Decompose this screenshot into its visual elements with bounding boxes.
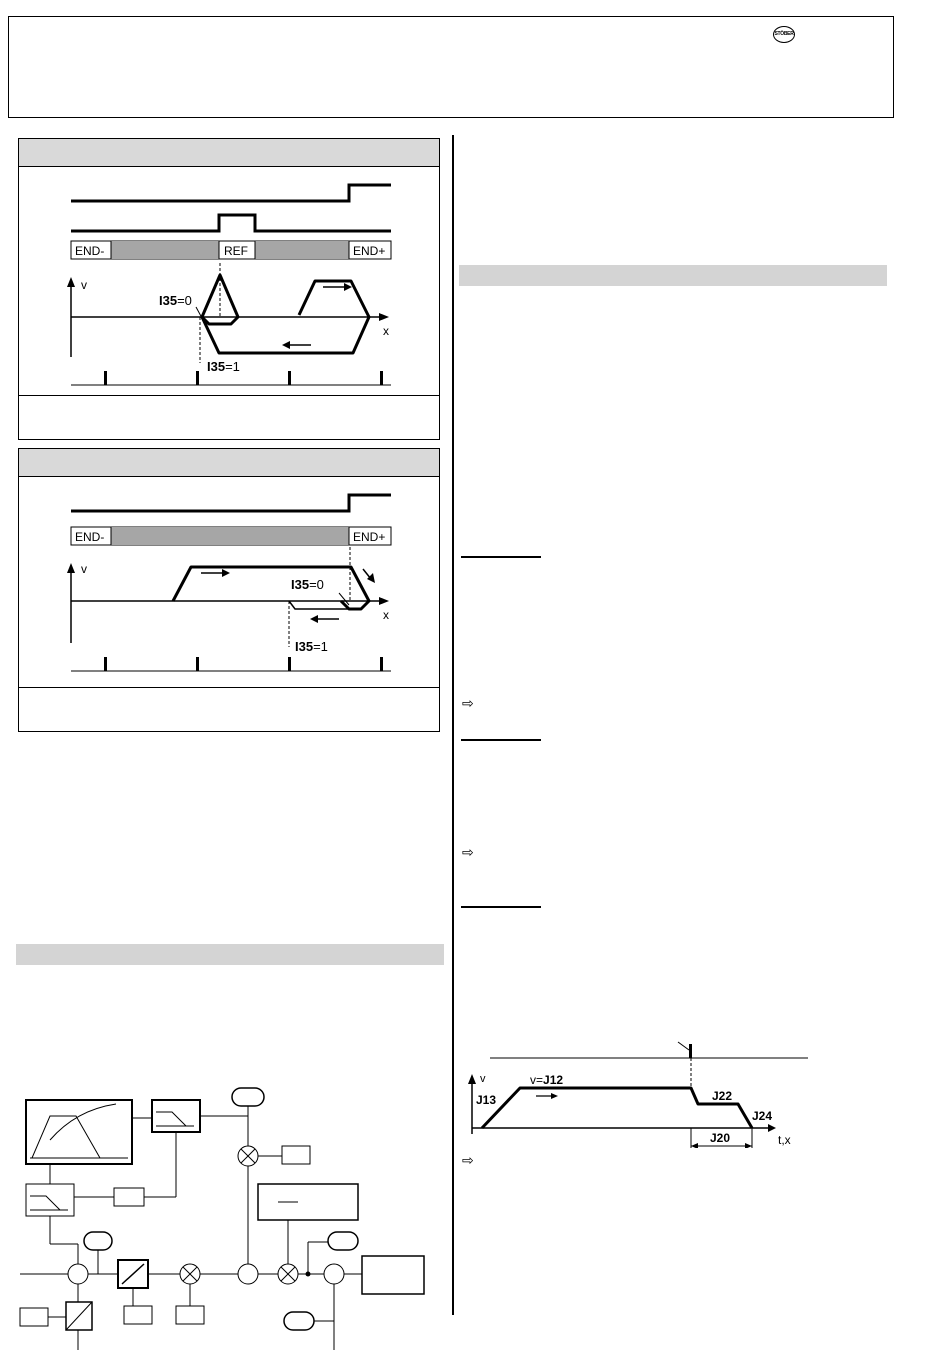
signal-end-plus <box>71 185 391 201</box>
subsection-rule <box>461 739 541 741</box>
panel-footer <box>19 687 439 731</box>
section-heading-bar-right <box>459 265 887 286</box>
label-v: v <box>81 278 87 292</box>
label-v: v <box>81 562 87 576</box>
label-distance: J20 <box>710 1131 731 1145</box>
label-accel: J13 <box>476 1093 497 1107</box>
signal-end-plus <box>71 495 391 511</box>
subsection-rule <box>461 906 541 908</box>
reference-arrow-icon: ⇨ <box>462 844 474 860</box>
label-i35-zero: I35=0 <box>159 293 192 308</box>
label-decel: J24 <box>752 1109 773 1123</box>
control-block-diagram <box>16 1080 446 1355</box>
speed-profile-diagram <box>458 1038 818 1148</box>
subsection-rule <box>461 556 541 558</box>
label-i35-zero: I35=0 <box>291 577 324 592</box>
label-v: v <box>480 1073 486 1085</box>
label-speed: v=J12 <box>530 1073 564 1087</box>
diagram-panel-ref <box>18 138 440 440</box>
label-x: x <box>383 608 389 622</box>
label-speed2: J22 <box>712 1089 733 1103</box>
diagram-panel-end <box>18 448 440 732</box>
label-x: x <box>383 324 389 338</box>
label-end-minus: END- <box>75 530 105 544</box>
label-end-minus: END- <box>75 244 105 258</box>
reference-arrow-icon: ⇨ <box>462 1152 474 1168</box>
reference-arrow-icon: ⇨ <box>462 695 474 711</box>
label-i35-one: I35=1 <box>207 359 240 374</box>
label-ref: REF <box>224 244 248 258</box>
label-i35-one: I35=1 <box>295 639 328 654</box>
panel-header <box>19 139 439 167</box>
panel-header <box>19 449 439 477</box>
end-run-diagram <box>19 477 439 687</box>
label-end-plus: END+ <box>353 530 386 544</box>
page-header-box <box>8 16 894 118</box>
panel-footer <box>19 395 439 439</box>
company-logo: STÖBER <box>773 26 795 43</box>
label-axis: t,x <box>778 1133 791 1147</box>
column-divider <box>452 135 454 1315</box>
label-end-plus: END+ <box>353 244 386 258</box>
signal-ref <box>71 215 391 231</box>
section-heading-bar-left <box>16 944 444 965</box>
ref-run-diagram <box>19 167 439 395</box>
